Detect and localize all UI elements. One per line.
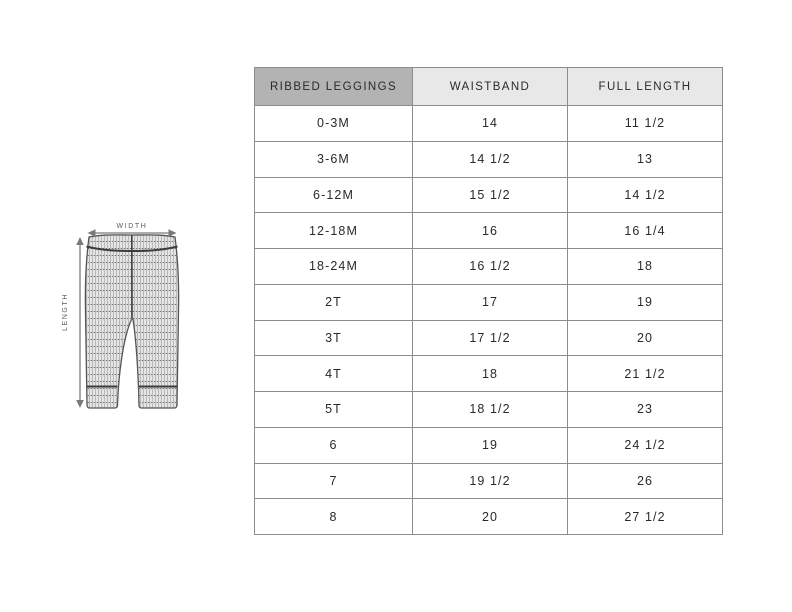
table-row: [255, 141, 723, 177]
size-cell: 6: [255, 427, 413, 463]
full-length-cell: 18: [568, 249, 723, 285]
size-cell: 0-3M: [255, 106, 413, 142]
size-cell: 8: [255, 499, 413, 535]
header-full-length: FULL LENGTH: [568, 68, 723, 106]
size-cell: 2T: [255, 284, 413, 320]
table-row: [255, 249, 723, 285]
leggings-graphic: [55, 210, 205, 420]
leggings-body: [85, 235, 178, 408]
size-cell: 3T: [255, 320, 413, 356]
waistband-cell: 17 1/2: [413, 320, 568, 356]
width-dimension-label: WIDTH: [116, 223, 148, 230]
table-header-row: [255, 68, 723, 106]
size-cell: 12-18M: [255, 213, 413, 249]
table-row: [255, 284, 723, 320]
waistband-cell: 16 1/2: [413, 249, 568, 285]
table-row: [255, 177, 723, 213]
size-cell: 3-6M: [255, 141, 413, 177]
table-row: [255, 356, 723, 392]
table-row: [255, 392, 723, 428]
full-length-cell: 23: [568, 392, 723, 428]
length-dimension-label: LENGTH: [62, 293, 69, 331]
waistband-cell: 14: [413, 106, 568, 142]
full-length-cell: 13: [568, 141, 723, 177]
header-waistband: WAISTBAND: [413, 68, 568, 106]
full-length-cell: 14 1/2: [568, 177, 723, 213]
leggings-illustration: [55, 210, 205, 420]
table-row: [255, 106, 723, 142]
waistband-cell: 20: [413, 499, 568, 535]
header-ribbed-leggings: RIBBED LEGGINGS: [255, 68, 413, 106]
waistband-cell: 14 1/2: [413, 141, 568, 177]
waistband-cell: 15 1/2: [413, 177, 568, 213]
full-length-cell: 21 1/2: [568, 356, 723, 392]
waistband-cell: 17: [413, 284, 568, 320]
waistband-cell: 19: [413, 427, 568, 463]
size-cell: 6-12M: [255, 177, 413, 213]
waistband-cell: 18 1/2: [413, 392, 568, 428]
length-arrow-icon: [76, 237, 84, 408]
full-length-cell: 26: [568, 463, 723, 499]
table-row: [255, 499, 723, 535]
size-cell: 4T: [255, 356, 413, 392]
waistband-cell: 18: [413, 356, 568, 392]
table-row: [255, 463, 723, 499]
table-row: [255, 320, 723, 356]
size-cell: 7: [255, 463, 413, 499]
size-chart-table: [254, 67, 723, 535]
full-length-cell: 20: [568, 320, 723, 356]
full-length-cell: 24 1/2: [568, 427, 723, 463]
table-row: [255, 427, 723, 463]
full-length-cell: 27 1/2: [568, 499, 723, 535]
full-length-cell: 11 1/2: [568, 106, 723, 142]
full-length-cell: 16 1/4: [568, 213, 723, 249]
waistband-cell: 16: [413, 213, 568, 249]
size-cell: 5T: [255, 392, 413, 428]
full-length-cell: 19: [568, 284, 723, 320]
waistband-cell: 19 1/2: [413, 463, 568, 499]
size-cell: 18-24M: [255, 249, 413, 285]
table-row: [255, 213, 723, 249]
